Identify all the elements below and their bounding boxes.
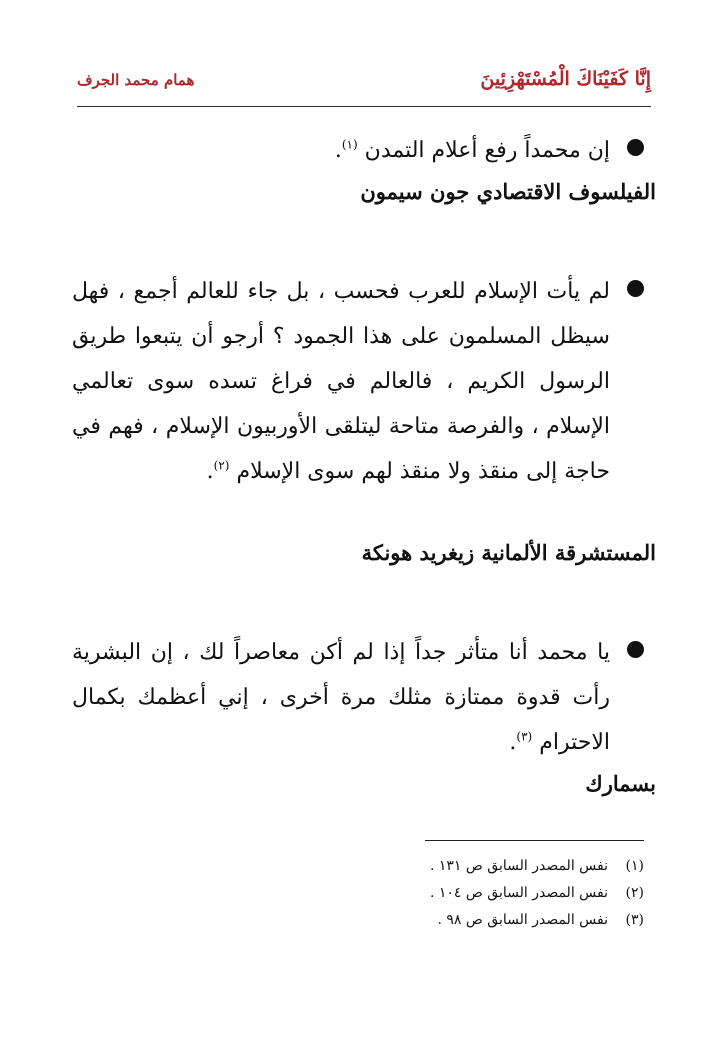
footnotes [414,853,644,934]
page-header [77,66,651,107]
quote-end: . [334,138,342,163]
footnote-number: (٢) [625,885,644,901]
quote-end: . [206,459,214,484]
footnote-divider [425,840,644,841]
footnote-ref[interactable]: (١) [341,137,358,152]
footnote-item [414,880,644,907]
quote-attribution: بسمارك [585,771,656,796]
quote-item [72,630,648,765]
quote-item [72,128,648,173]
bullet-icon [627,139,644,156]
footnote-ref[interactable]: (٢) [213,458,230,473]
footnote-text: نفس المصدر السابق ص ١٠٤ . [429,885,608,901]
quote-text: إن محمداً رفع أعلام التمدن [364,138,610,163]
bullet-icon [627,280,644,297]
quote-item [72,269,648,494]
quote-attribution: المستشرقة الألمانية زيغريد هونكة [361,540,656,565]
footnote-ref[interactable]: (٣) [516,729,533,744]
quote-end: . [509,730,517,755]
author-name: همام محمد الجرف [77,71,195,89]
footnote-text: نفس المصدر السابق ص ١٣١ . [429,858,608,874]
footnote-item [414,907,644,934]
quote-text: يا محمد أنا متأثر جداً إذا لم أكن معاصراً لك ، إن البشرية رأت قدوة ممتازة مثلك مرة أخرى ، إني أعظمك بكمال الاحترام [72,640,610,755]
footnote-text: نفس المصدر السابق ص ٩٨ . [437,912,608,928]
book-title: إِنَّا كَفَيْنَاكَ الْمُسْتَهْزِئِينَ [480,68,651,90]
footnote-number: (٣) [625,912,644,928]
footnote-number: (١) [625,858,644,874]
footnote-item [414,853,644,880]
bullet-icon [627,641,644,658]
body-text [72,128,656,803]
quote-attribution: الفيلسوف الاقتصادي جون سيمون [360,179,656,204]
quote-text: لم يأت الإسلام للعرب فحسب ، بل جاء للعالم أجمع ، فهل سيظل المسلمون على هذا الجمود ؟ أرجو أن يتبعوا طريق الرسول الكريم ، فالعالم في فراغ تسده سوى تعالمي الإسلام ، والفرصة متاحة ليتلقى الأوربيون الإسلام ، فهم في حاجة إلى منقذ ولا منقذ لهم سوى الإسلام [72,279,610,484]
